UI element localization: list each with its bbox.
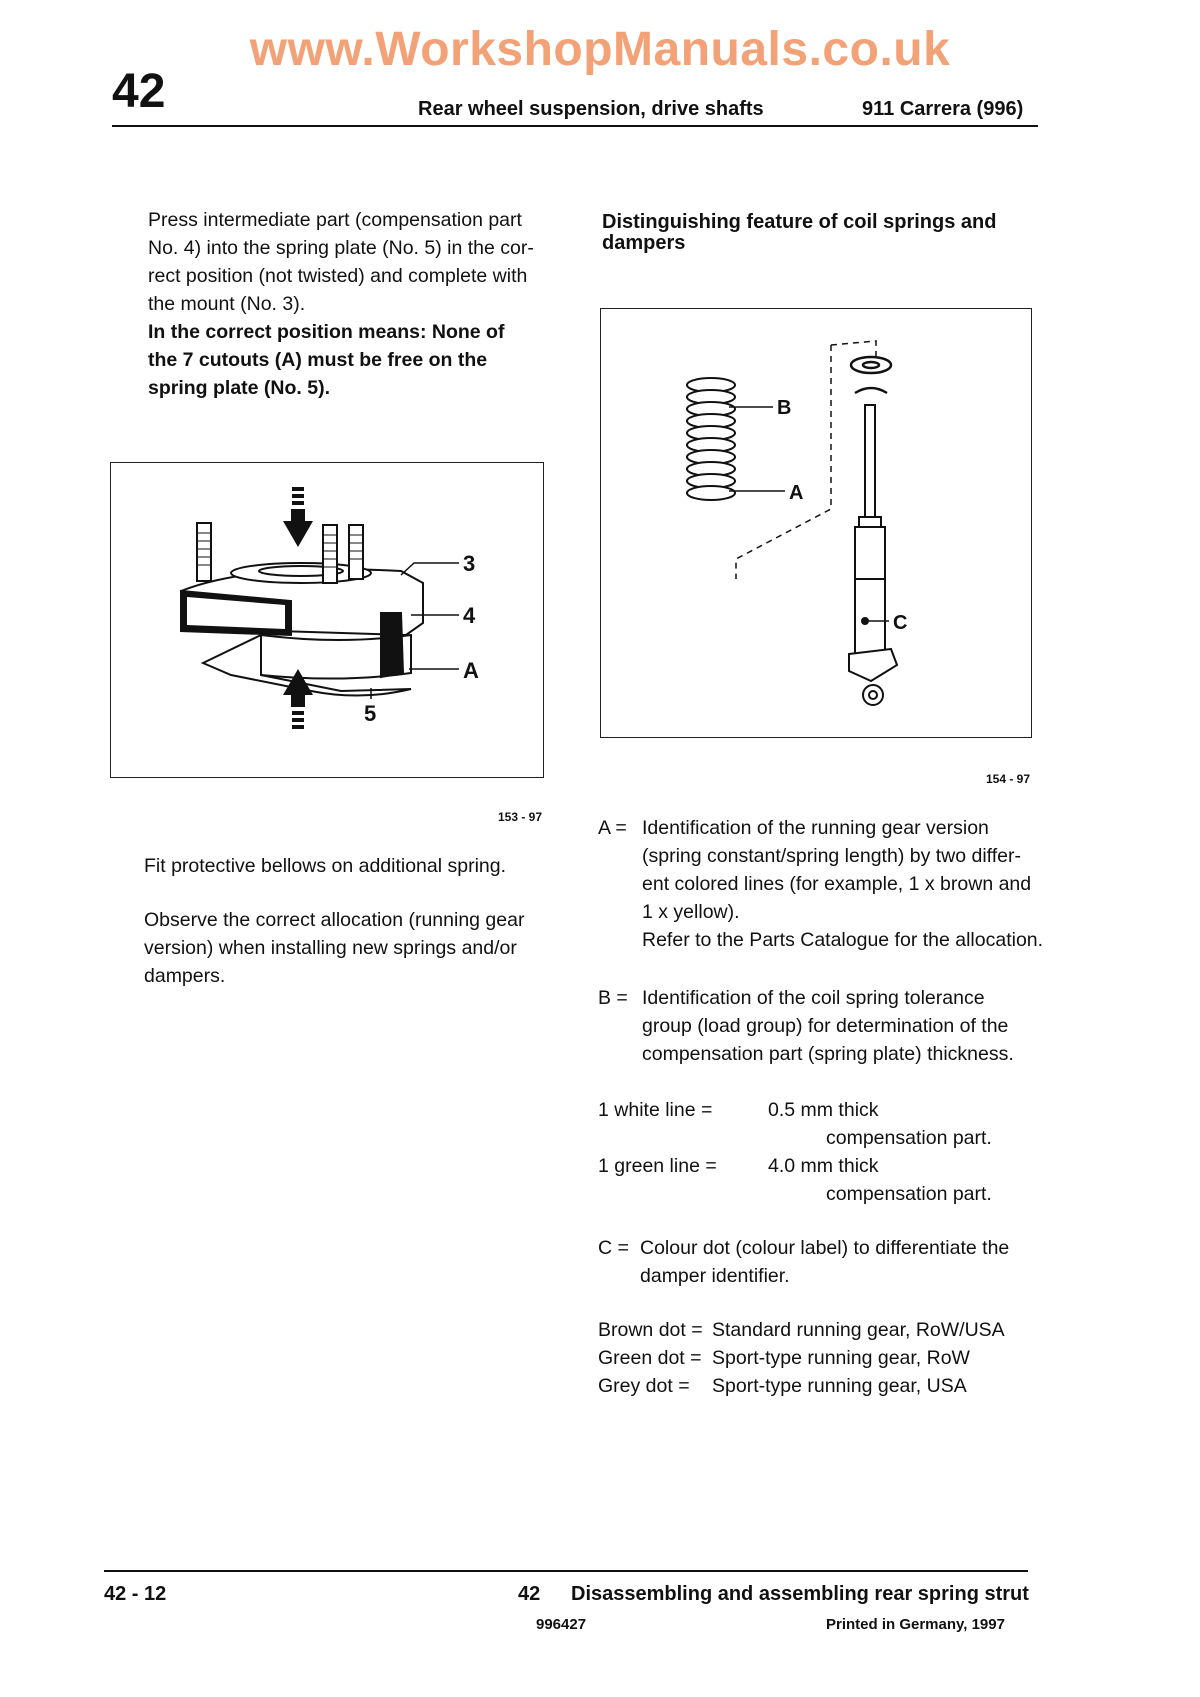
label-a-right: A (789, 482, 804, 504)
label-3: 3 (463, 551, 476, 576)
label-c: C (893, 612, 908, 634)
item-c-key: C = (598, 1237, 629, 1259)
figure-spring-plate (110, 462, 544, 778)
green-line-value: 4.0 mm thick (768, 1155, 879, 1177)
green-line-label: 1 green line = (598, 1155, 717, 1177)
spring-damper-illustration (601, 309, 1031, 737)
brown-dot-label: Brown dot = (598, 1319, 703, 1341)
item-b-text: Identification of the coil spring tolerance group (load group) for determination of the compensation part (spring plate) thickness. (642, 987, 1014, 1065)
figure-number-right: 154 - 97 (986, 772, 1031, 786)
watermark: www.WorkshopManuals.co.uk (249, 23, 951, 76)
white-line-value2: compensation part. (826, 1127, 992, 1149)
label-b: B (777, 397, 792, 419)
green-dot-label: Green dot = (598, 1347, 702, 1369)
grey-dot-label: Grey dot = (598, 1375, 690, 1397)
label-a: A (463, 658, 479, 683)
print-info: Printed in Germany, 1997 (826, 1616, 1005, 1633)
section-heading: Distinguishing feature of coil springs and dampers (602, 211, 997, 254)
instruction-paragraph: Press intermediate part (compensation part No. 4) into the spring plate (No. 5) in the cor- rect position (not twisted) and complete with the mount (No. 3). In the correct position means: None of the 7 cutouts (A) must be free on the spring plate (No. 5). (148, 209, 534, 399)
footer-chapter: 42 (518, 1583, 541, 1605)
item-c-text: Colour dot (colour label) to differentiate the damper identifier. (640, 1237, 1010, 1287)
footer-rule (104, 1570, 1028, 1572)
label-4: 4 (463, 603, 476, 628)
green-dot-value: Sport-type running gear, RoW (712, 1347, 970, 1369)
green-line-value2: compensation part. (826, 1183, 992, 1205)
spring-plate-illustration (111, 463, 543, 777)
item-b-key: B = (598, 987, 628, 1009)
header-model: 911 Carrera (996) (862, 98, 1024, 120)
chapter-number: 42 (112, 65, 166, 118)
document-number: 996427 (536, 1616, 587, 1633)
header-rule (112, 125, 1038, 127)
header-title: Rear wheel suspension, drive shafts (418, 98, 764, 120)
bellows-note: Fit protective bellows on additional spring. (144, 855, 507, 877)
brown-dot-value: Standard running gear, RoW/USA (712, 1319, 1005, 1341)
grey-dot-value: Sport-type running gear, USA (712, 1375, 967, 1397)
footer-title: Disassembling and assembling rear spring strut (571, 1583, 1029, 1605)
figure-spring-damper (600, 308, 1032, 738)
item-a-text: Identification of the running gear version (spring constant/spring length) by two differ- ent colored lines (for example, 1 x brown and 1 x yellow). Refer to the Parts Catalogue for the allocation. (642, 817, 1044, 951)
page-number: 42 - 12 (104, 1583, 167, 1605)
figure-number-left: 153 - 97 (498, 810, 543, 824)
white-line-value: 0.5 mm thick (768, 1099, 879, 1121)
allocation-note: Observe the correct allocation (running gear version) when installing new springs and/or dampers. (144, 909, 525, 987)
label-5: 5 (364, 701, 377, 726)
item-a-key: A = (598, 817, 627, 839)
white-line-label: 1 white line = (598, 1099, 713, 1121)
